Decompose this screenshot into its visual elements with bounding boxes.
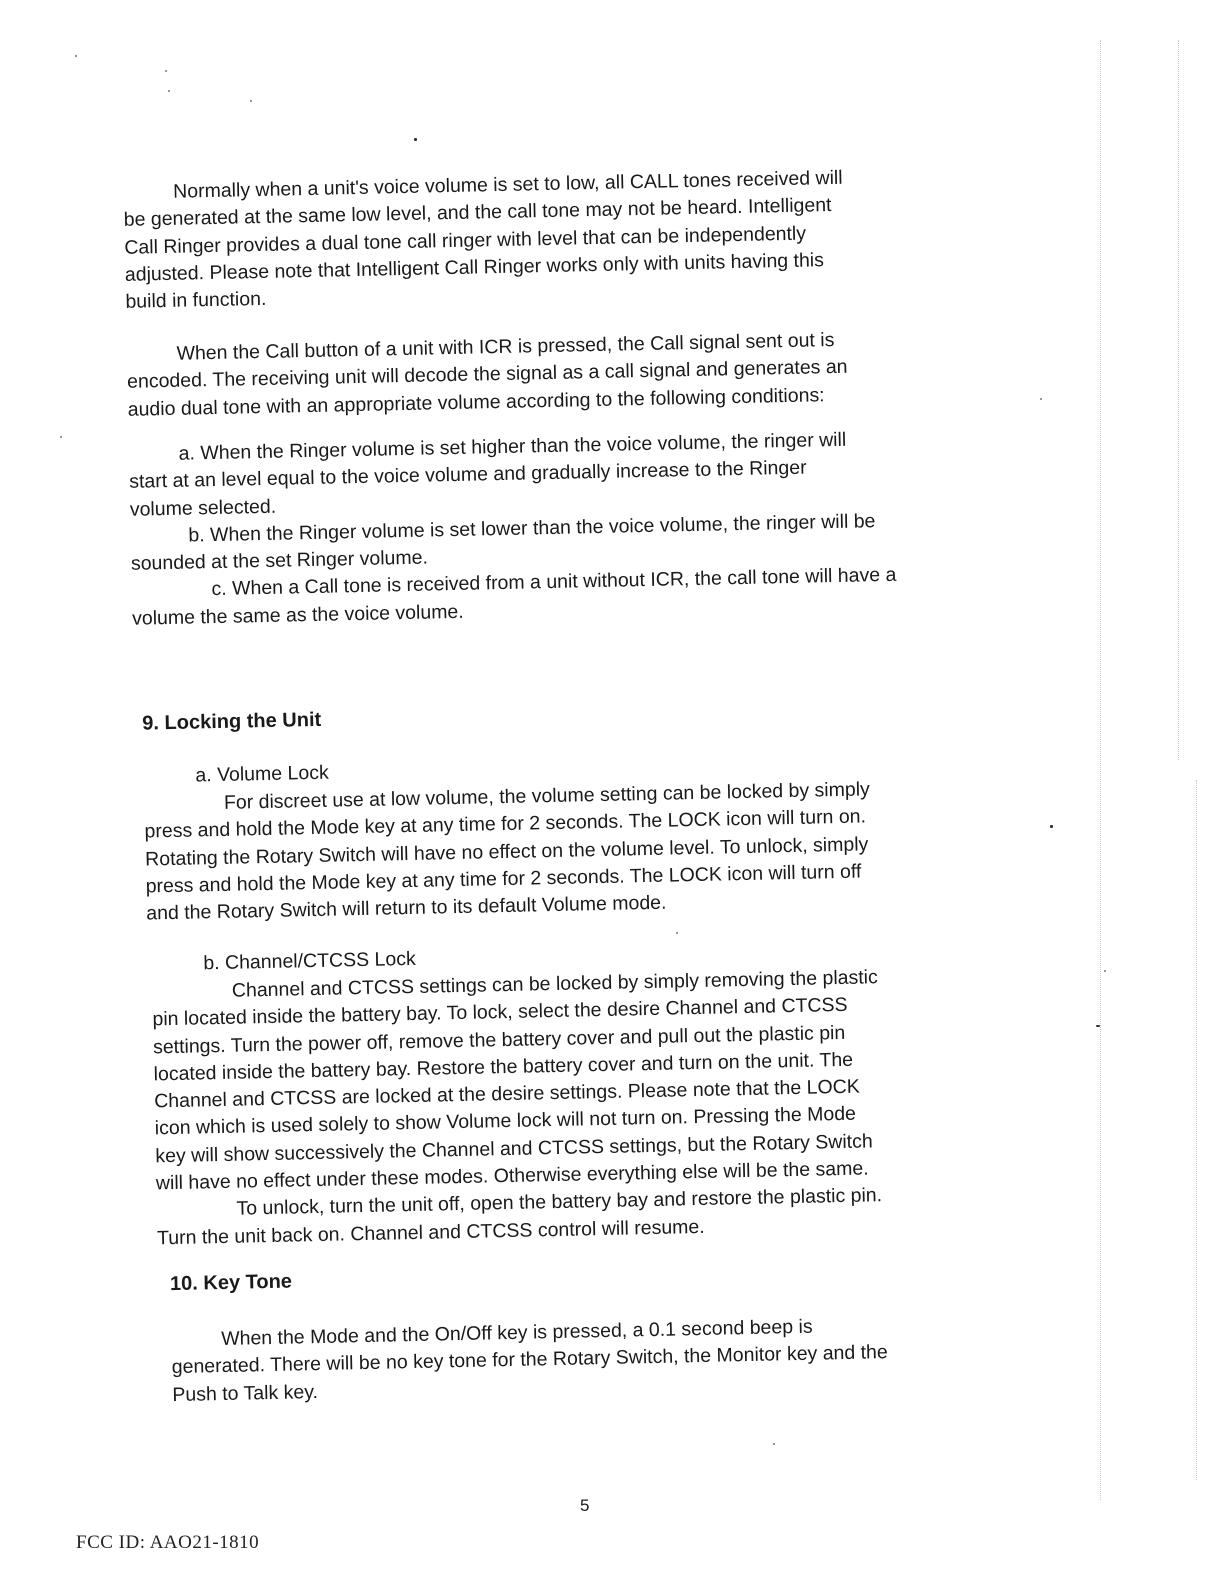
text-line: and the Rotary Switch will return to its default Volume mode. <box>146 891 667 925</box>
condition-a-line: a. When the Ringer volume is set higher than the voice volume, the ringer will <box>178 428 847 465</box>
text-line: Channel and CTCSS are locked at the desire settings. Please note that the LOCK <box>153 1075 860 1113</box>
conditions-list <box>128 426 897 633</box>
condition-a-line: start at an level equal to the voice volume and gradually increase to the Ringer <box>129 456 807 494</box>
condition-c-line: c. When a Call tone is received from a unit without ICR, the call tone will have a <box>211 564 897 601</box>
scan-edge-mark <box>1100 40 1101 1500</box>
text-line: To unlock, turn the unit off, open the battery bay and restore the plastic pin. <box>236 1184 883 1221</box>
condition-c-line: volume the same as the voice volume. <box>131 600 464 630</box>
text-line: Call Ringer provides a dual tone call ringer with level that can be independently <box>124 222 807 259</box>
scan-speck <box>676 932 678 934</box>
text-line: When the Mode and the On/Off key is pressed, a 0.1 second beep is <box>220 1315 813 1351</box>
text-line: will have no effect under these modes. Otherwise everything else will be the same. <box>155 1157 869 1195</box>
scan-speck <box>773 1443 775 1445</box>
channel-lock-paragraph <box>152 964 884 1252</box>
section-9-heading: 9. Locking the Unit <box>142 708 322 735</box>
scan-edge-mark <box>1178 40 1179 760</box>
text-line: located inside the battery bay. Restore the battery cover and turn on the unit. The <box>153 1048 854 1086</box>
channel-lock-label: b. Channel/CTCSS Lock <box>203 947 416 975</box>
scan-speck <box>1050 825 1053 828</box>
text-line: Channel and CTCSS settings can be locked by simply removing the plastic <box>231 966 879 1002</box>
volume-lock-paragraph <box>144 776 873 928</box>
text-line: settings. Turn the power off, remove the battery cover and pull out the plastic pin <box>152 1021 846 1059</box>
condition-b-line: sounded at the set Ringer volume. <box>130 546 429 575</box>
scan-speck <box>414 138 417 141</box>
text-line: Normally when a unit's voice volume is set to low, all CALL tones received will <box>172 166 843 203</box>
key-tone-paragraph <box>171 1312 889 1409</box>
scan-speck <box>75 55 77 57</box>
fcc-id-label: FCC ID: AAO21-1810 <box>76 1532 260 1553</box>
scan-speck <box>168 90 170 92</box>
text-line: audio dual tone with an appropriate volume according to the following conditions: <box>127 383 825 421</box>
scan-speck <box>60 436 62 438</box>
text-line: be generated at the same low level, and the call tone may not be heard. Intelligent <box>123 194 832 232</box>
text-line: build in function. <box>125 288 267 314</box>
scan-speck <box>1104 970 1106 972</box>
text-line: When the Call button of a unit with ICR is pressed, the Call signal sent out is <box>176 328 835 365</box>
text-line: For discreet use at low volume, the volume setting can be locked by simply <box>223 778 871 814</box>
text-line: Push to Talk key. <box>172 1380 319 1406</box>
text-line: encoded. The receiving unit will decode the signal as a call signal and generates an <box>126 356 848 394</box>
section-10-heading: 10. Key Tone <box>169 1270 293 1296</box>
text-line: press and hold the Mode key at any time for 2 seconds. The LOCK icon will turn on. <box>144 805 867 843</box>
scan-speck <box>165 70 167 72</box>
text-line: icon which is used solely to show Volume lock will not turn on. Pressing the Mode <box>154 1103 857 1140</box>
text-line: key will show successively the Channel and CTCSS settings, but the Rotary Switch <box>155 1130 873 1168</box>
text-line: generated. There will be no key tone for the Rotary Switch, the Monitor key and the <box>171 1341 888 1379</box>
text-line: adjusted. Please note that Intelligent Call Ringer works only with units having this <box>124 249 825 286</box>
text-line: pin located inside the battery bay. To lock, select the desire Channel and CTCSS <box>152 994 848 1031</box>
volume-lock-label: a. Volume Lock <box>195 761 329 787</box>
scan-speck <box>250 100 252 102</box>
icr-paragraph <box>126 327 848 424</box>
condition-a-line: volume selected. <box>129 495 277 521</box>
condition-b-line: b. When the Ringer volume is set lower than the voice volume, the ringer will be <box>188 510 876 547</box>
text-line: press and hold the Mode key at any time for 2 seconds. The LOCK icon will turn off <box>145 860 862 898</box>
text-line: Turn the unit back on. Channel and CTCSS control will resume. <box>156 1215 705 1250</box>
intro-paragraph <box>123 165 845 317</box>
text-line: Rotating the Rotary Switch will have no effect on the volume level. To unlock, simply <box>144 832 869 871</box>
scan-speck <box>1096 1025 1100 1027</box>
page-number: 5 <box>580 1496 590 1515</box>
scan-speck <box>1040 398 1042 400</box>
scan-edge-mark <box>1196 780 1197 1480</box>
